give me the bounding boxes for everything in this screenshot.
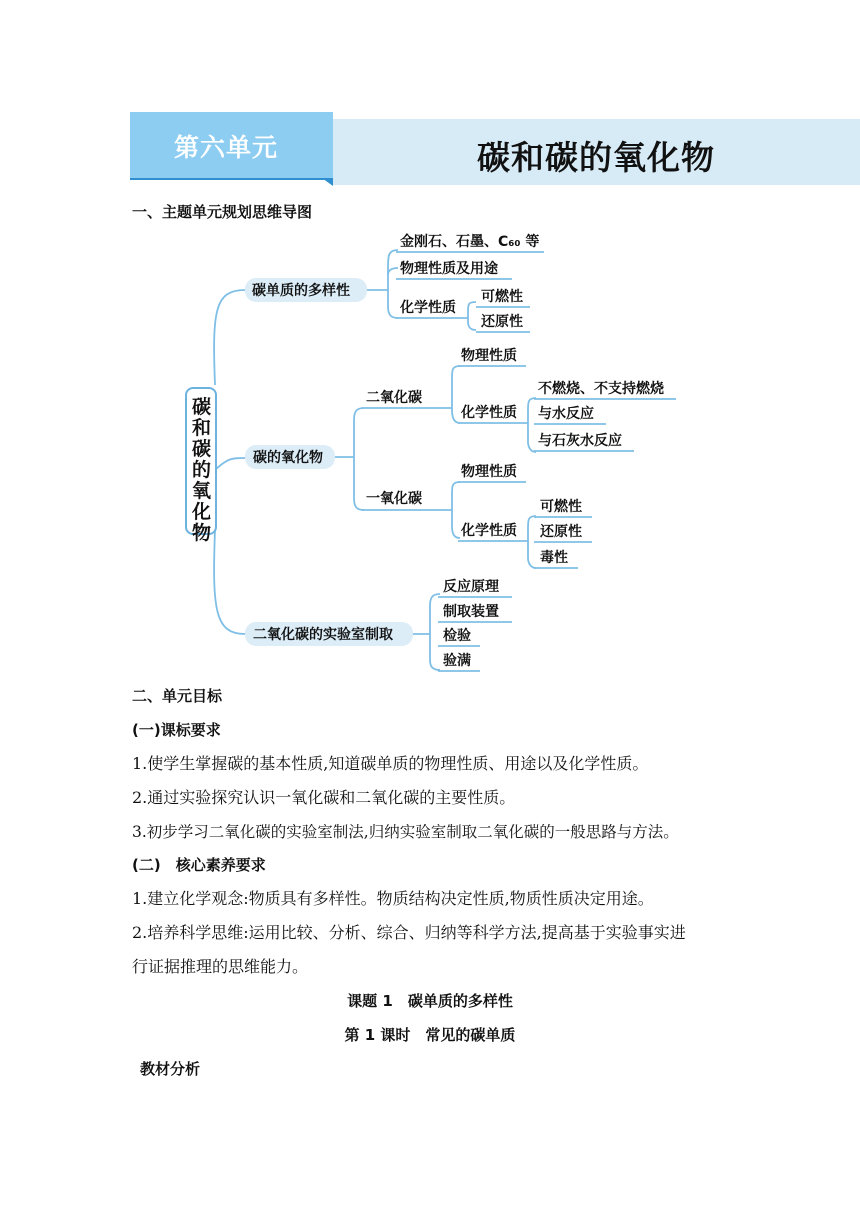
co-chem3: 毒性 xyxy=(540,550,568,566)
connector-b1-bracket xyxy=(388,250,398,318)
co-phys: 物理性质 xyxy=(461,464,517,480)
connector-b1-chem xyxy=(468,302,476,330)
connector-co2-chem xyxy=(528,398,536,452)
branch2-label: 碳的氧化物 xyxy=(253,450,323,466)
connector-co2-bracket xyxy=(452,366,460,423)
co-chem1: 可燃性 xyxy=(540,499,582,515)
root-label xyxy=(191,395,218,544)
header-unit-tab xyxy=(130,112,333,180)
section1-heading: 一、主题单元规划思维导图 xyxy=(132,203,313,221)
unit-number: 第六单元 xyxy=(174,133,279,162)
unit-title: 碳和碳的氧化物 xyxy=(477,138,715,177)
co-chem: 化学性质 xyxy=(461,523,517,539)
branch1-chem2: 还原性 xyxy=(481,314,523,330)
root-char-5: 氧 xyxy=(192,480,212,502)
branch3-item2: 制取装置 xyxy=(443,604,499,620)
co2-chem3: 与石灰水反应 xyxy=(538,433,622,449)
branch3-item4: 验满 xyxy=(443,653,471,669)
objective-2: 2.通过实验探究认识一氧化碳和二氧化碳的主要性质。 xyxy=(132,788,516,807)
root-char-1: 碳 xyxy=(192,396,212,418)
connector-root-branch3 xyxy=(214,530,245,634)
connector-b1-mid xyxy=(388,268,398,275)
connector-b3-bracket xyxy=(430,594,440,670)
root-char-6: 化 xyxy=(192,501,212,523)
branch3-item1: 反应原理 xyxy=(443,579,499,595)
co-chem2: 还原性 xyxy=(540,524,582,540)
header-notch xyxy=(322,178,333,186)
literacy-heading: (二) 核心素养要求 xyxy=(132,856,266,874)
co2-chem: 化学性质 xyxy=(461,405,517,421)
branch1-item2: 物理性质及用途 xyxy=(400,261,498,277)
literacy-2b: 行证据推理的思维能力。 xyxy=(132,957,309,976)
connector-root-branch1 xyxy=(214,290,245,385)
objective-3: 3.初步学习二氧化碳的实验室制法,归纳实验室制取二氧化碳的一般思路与方法。 xyxy=(132,823,679,841)
root-char-3: 碳 xyxy=(192,438,212,460)
lesson-subtitle: 第 1 课时 常见的碳单质 xyxy=(344,1026,516,1044)
material-analysis-heading: 教材分析 xyxy=(140,1060,201,1078)
co2-chem1: 不燃烧、不支持燃烧 xyxy=(538,381,664,397)
co2-label: 二氧化碳 xyxy=(366,390,422,406)
lesson-title: 课题 1 碳单质的多样性 xyxy=(347,992,513,1010)
mind-map xyxy=(0,220,860,680)
connector-co-bracket xyxy=(452,482,460,538)
root-char-4: 的 xyxy=(192,459,212,481)
header-title-bar xyxy=(333,119,860,185)
literacy-1: 1.建立化学观念:物质具有多样性。物质结构决定性质,物质性质决定用途。 xyxy=(132,889,654,908)
root-char-7: 物 xyxy=(192,522,212,544)
standards-heading: (一)课标要求 xyxy=(132,721,221,739)
co2-chem2: 与水反应 xyxy=(538,406,594,422)
branch3-item3: 检验 xyxy=(443,628,471,644)
section2-heading: 二、单元目标 xyxy=(132,687,223,705)
branch1-chem1: 可燃性 xyxy=(481,289,523,305)
connector-root-branch2 xyxy=(215,458,245,470)
branch1-item1: 金刚石、石墨、C₆₀ 等 xyxy=(400,234,540,250)
branch1-label: 碳单质的多样性 xyxy=(252,283,350,299)
co-label: 一氧化碳 xyxy=(366,491,422,507)
branch1-item3: 化学性质 xyxy=(400,300,456,316)
branch3-label: 二氧化碳的实验室制取 xyxy=(253,627,393,643)
connector-b2-bracket xyxy=(354,408,364,510)
root-char-2: 和 xyxy=(192,417,212,439)
co2-phys: 物理性质 xyxy=(461,348,517,364)
literacy-2a: 2.培养科学思维:运用比较、分析、综合、归纳等科学方法,提高基于实验事实进 xyxy=(132,923,686,942)
objective-1: 1.使学生掌握碳的基本性质,知道碳单质的物理性质、用途以及化学性质。 xyxy=(132,754,649,773)
